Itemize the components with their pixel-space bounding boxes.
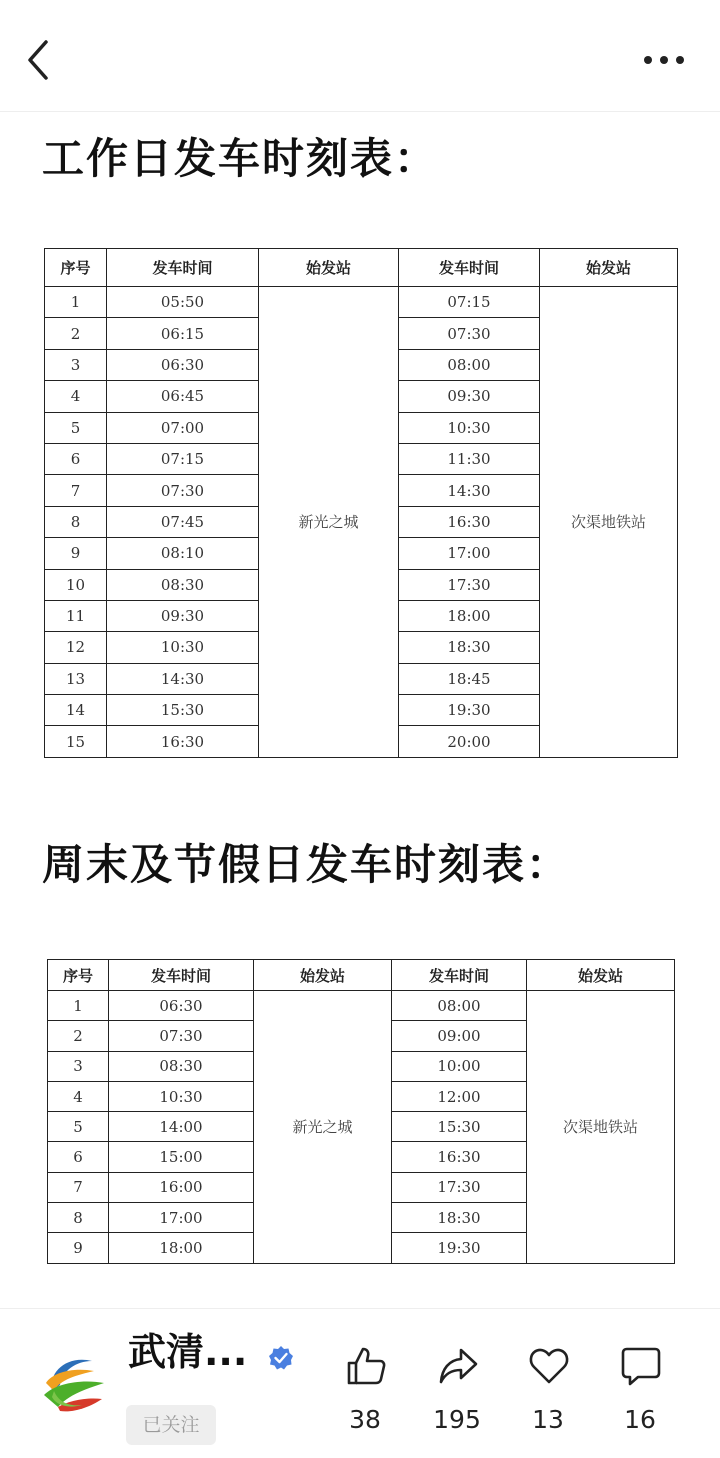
- share-button[interactable]: [422, 1345, 492, 1449]
- departure-time-cell: 17:00: [109, 1203, 254, 1233]
- comment-count: 16: [624, 1405, 656, 1434]
- origin-station-cell: 次渠地铁站: [540, 287, 678, 758]
- departure-time-cell: 18:00: [399, 600, 540, 631]
- departure-time-cell: 08:00: [392, 991, 527, 1021]
- departure-time-cell: 14:30: [107, 663, 259, 694]
- departure-time-cell: 14:30: [399, 475, 540, 506]
- departure-time-cell: 16:30: [107, 726, 259, 757]
- more-horizontal-icon: [636, 40, 696, 80]
- departure-time-cell: 15:00: [109, 1142, 254, 1172]
- departure-time-cell: 19:30: [399, 695, 540, 726]
- departure-time-cell: 17:30: [399, 569, 540, 600]
- share-count: 195: [433, 1405, 481, 1434]
- column-header-number: 序号: [45, 249, 107, 287]
- weekday-schedule-title: 工作日发车时刻表：: [42, 134, 439, 183]
- table-header-row: [48, 960, 675, 991]
- departure-time-cell: 15:30: [392, 1112, 527, 1142]
- departure-time-cell: 07:30: [109, 1021, 254, 1051]
- origin-station-cell: 次渠地铁站: [527, 991, 675, 1264]
- origin-station-cell: 新光之城: [259, 287, 399, 758]
- author-name[interactable]: 武清...: [128, 1330, 248, 1374]
- departure-time-cell: 06:30: [107, 349, 259, 380]
- row-number: 6: [45, 443, 107, 474]
- row-number: 4: [45, 381, 107, 412]
- departure-time-cell: 08:30: [109, 1051, 254, 1081]
- row-number: 2: [45, 318, 107, 349]
- favorite-button[interactable]: [513, 1345, 583, 1449]
- row-number: 5: [45, 412, 107, 443]
- departure-time-cell: 18:30: [392, 1203, 527, 1233]
- more-options-button[interactable]: [636, 40, 696, 80]
- like-button[interactable]: [330, 1345, 400, 1449]
- departure-time-cell: 07:30: [107, 475, 259, 506]
- departure-time-cell: 14:00: [109, 1112, 254, 1142]
- departure-time-cell: 07:00: [107, 412, 259, 443]
- bottom-action-bar: [0, 1308, 720, 1458]
- column-header-departure-time: 发车时间: [109, 960, 254, 991]
- row-number: 8: [45, 506, 107, 537]
- verified-badge-icon: [268, 1345, 294, 1371]
- departure-time-cell: 09:30: [107, 600, 259, 631]
- departure-time-cell: 15:30: [107, 695, 259, 726]
- departure-time-cell: 07:15: [107, 443, 259, 474]
- follow-status-button[interactable]: 已关注: [126, 1405, 216, 1445]
- row-number: 3: [48, 1051, 109, 1081]
- departure-time-cell: 11:30: [399, 443, 540, 474]
- row-number: 9: [48, 1233, 109, 1263]
- departure-time-cell: 16:30: [392, 1142, 527, 1172]
- back-button[interactable]: [22, 36, 62, 84]
- departure-time-cell: 07:15: [399, 287, 540, 318]
- departure-time-cell: 08:00: [399, 349, 540, 380]
- like-count: 38: [349, 1405, 381, 1434]
- row-number: 11: [45, 600, 107, 631]
- departure-time-cell: 10:30: [107, 632, 259, 663]
- row-number: 13: [45, 663, 107, 694]
- thumbs-up-icon: [345, 1345, 387, 1387]
- departure-time-cell: 18:30: [399, 632, 540, 663]
- origin-station-cell: 新光之城: [254, 991, 392, 1264]
- author-logo-icon: [38, 1345, 112, 1419]
- column-header-origin-station: 始发站: [527, 960, 675, 991]
- departure-time-cell: 09:30: [399, 381, 540, 412]
- departure-time-cell: 08:10: [107, 538, 259, 569]
- departure-time-cell: 17:30: [392, 1172, 527, 1202]
- share-arrow-icon: [437, 1345, 479, 1387]
- row-number: 2: [48, 1021, 109, 1051]
- departure-time-cell: 06:30: [109, 991, 254, 1021]
- column-header-departure-time: 发车时间: [399, 249, 540, 287]
- row-number: 10: [45, 569, 107, 600]
- row-number: 7: [48, 1172, 109, 1202]
- row-number: 3: [45, 349, 107, 380]
- departure-time-cell: 19:30: [392, 1233, 527, 1263]
- row-number: 9: [45, 538, 107, 569]
- weekend-schedule-title: 周末及节假日发车时刻表：: [42, 840, 571, 889]
- row-number: 7: [45, 475, 107, 506]
- departure-time-cell: 07:45: [107, 506, 259, 537]
- row-number: 1: [45, 287, 107, 318]
- departure-time-cell: 12:00: [392, 1081, 527, 1111]
- author-avatar[interactable]: [38, 1345, 112, 1419]
- departure-time-cell: 05:50: [107, 287, 259, 318]
- column-header-number: 序号: [48, 960, 109, 991]
- departure-time-cell: 10:30: [109, 1081, 254, 1111]
- comment-bubble-icon: [620, 1345, 662, 1387]
- heart-icon: [528, 1345, 570, 1387]
- row-number: 5: [48, 1112, 109, 1142]
- comment-button[interactable]: [605, 1345, 675, 1449]
- table-row: [48, 991, 675, 1021]
- departure-time-cell: 16:30: [399, 506, 540, 537]
- column-header-origin-station: 始发站: [259, 249, 399, 287]
- departure-time-cell: 20:00: [399, 726, 540, 757]
- row-number: 4: [48, 1081, 109, 1111]
- row-number: 15: [45, 726, 107, 757]
- row-number: 6: [48, 1142, 109, 1172]
- departure-time-cell: 18:45: [399, 663, 540, 694]
- departure-time-cell: 17:00: [399, 538, 540, 569]
- top-nav-bar: [0, 0, 720, 112]
- row-number: 12: [45, 632, 107, 663]
- departure-time-cell: 09:00: [392, 1021, 527, 1051]
- departure-time-cell: 18:00: [109, 1233, 254, 1263]
- weekday-schedule-table: [44, 248, 678, 758]
- favorite-count: 13: [532, 1405, 564, 1434]
- departure-time-cell: 08:30: [107, 569, 259, 600]
- chevron-left-icon: [22, 36, 62, 84]
- departure-time-cell: 16:00: [109, 1172, 254, 1202]
- row-number: 14: [45, 695, 107, 726]
- table-row: [45, 287, 678, 318]
- departure-time-cell: 06:15: [107, 318, 259, 349]
- table-header-row: [45, 249, 678, 287]
- weekend-schedule-table: [47, 959, 675, 1264]
- departure-time-cell: 07:30: [399, 318, 540, 349]
- departure-time-cell: 10:00: [392, 1051, 527, 1081]
- row-number: 8: [48, 1203, 109, 1233]
- column-header-departure-time: 发车时间: [392, 960, 527, 991]
- column-header-origin-station: 始发站: [254, 960, 392, 991]
- column-header-departure-time: 发车时间: [107, 249, 259, 287]
- departure-time-cell: 06:45: [107, 381, 259, 412]
- departure-time-cell: 10:30: [399, 412, 540, 443]
- column-header-origin-station: 始发站: [540, 249, 678, 287]
- row-number: 1: [48, 991, 109, 1021]
